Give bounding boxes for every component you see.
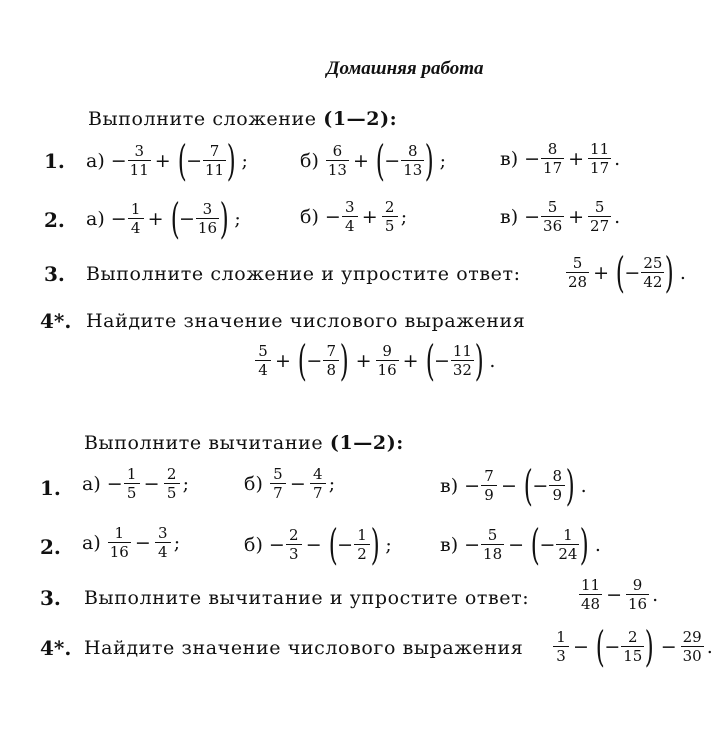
operator: +: [355, 349, 372, 372]
addition-heading-range: (1—2):: [323, 108, 398, 130]
numerator: 29: [682, 628, 702, 646]
numerator: 2: [384, 198, 395, 216]
sign: ( −: [186, 149, 202, 172]
addition-problem-3-text: Выполните сложение и упростите ответ:: [86, 263, 521, 285]
numerator: 5: [572, 254, 583, 272]
fraction: [549, 469, 565, 503]
denominator: 11: [205, 161, 225, 179]
denominator: 7: [270, 483, 286, 501]
sign: −: [110, 149, 127, 172]
numerator: 1: [114, 524, 125, 542]
fraction: [566, 256, 589, 290]
denominator: 8: [323, 360, 339, 378]
subtraction-problem-4-number: 4*.: [40, 636, 72, 660]
item-label: в): [500, 205, 519, 228]
punctuation: ;: [182, 472, 189, 495]
numerator: 4: [313, 465, 323, 483]
numerator: 7: [209, 142, 220, 160]
fraction: [641, 256, 664, 290]
numerator: 2: [289, 526, 299, 544]
parenthesized-fraction: [174, 140, 240, 182]
numerator: 1: [556, 628, 566, 646]
operator: −: [143, 472, 160, 495]
sign: −: [524, 147, 541, 170]
denominator: 13: [403, 161, 423, 179]
fraction: [451, 344, 474, 378]
denominator: 9: [549, 485, 565, 503]
subtraction-problem-1-number: 1.: [40, 476, 61, 500]
numerator: 8: [547, 140, 558, 158]
page-title: Домашняя работа: [326, 58, 484, 79]
parenthesized-fraction: [422, 340, 488, 382]
fraction: [681, 630, 704, 664]
operator: +: [402, 349, 419, 372]
denominator: 16: [109, 543, 129, 561]
item-label: б): [300, 149, 319, 172]
sign: ( −: [532, 474, 549, 497]
numerator: 3: [157, 524, 168, 542]
item-label: б): [244, 472, 263, 495]
subtraction-problem-2c: [440, 524, 601, 566]
numerator: 1: [126, 465, 137, 483]
item-label: б): [300, 205, 319, 228]
item-label: а): [82, 531, 101, 554]
addition-heading-text: Выполните сложение: [88, 108, 317, 130]
fraction: [354, 528, 370, 562]
punctuation: ;: [439, 149, 447, 172]
addition-problem-1-number: 1.: [44, 149, 65, 173]
denominator: 2: [354, 544, 370, 562]
fraction: [203, 144, 226, 178]
denominator: 24: [558, 545, 578, 563]
addition-heading: [88, 108, 397, 130]
subtraction-problem-4-expression: [552, 626, 713, 668]
addition-problem-2a: [86, 198, 241, 240]
punctuation: ;: [385, 533, 392, 556]
punctuation: ;: [173, 531, 181, 554]
item-label: в): [500, 147, 519, 170]
denominator: 4: [342, 216, 358, 234]
subtraction-problem-2-number: 2.: [40, 535, 61, 559]
sign: −: [324, 205, 341, 228]
addition-problem-2-number: 2.: [44, 208, 65, 232]
punctuation: .: [652, 583, 659, 606]
parenthesized-fraction: [294, 340, 353, 382]
denominator: 17: [590, 159, 610, 177]
denominator: 4: [128, 218, 144, 236]
fraction: [128, 144, 151, 178]
fraction: [108, 526, 131, 560]
punctuation: .: [706, 635, 713, 658]
punctuation: .: [614, 147, 621, 170]
fraction: [401, 144, 424, 178]
parenthesized-fraction: [592, 626, 658, 668]
fraction: [124, 467, 140, 501]
numerator: 1: [357, 526, 367, 544]
fraction: [481, 528, 504, 562]
fraction: [556, 528, 579, 562]
numerator: 2: [166, 465, 177, 483]
denominator: 30: [682, 647, 702, 665]
subtraction-problem-3-text: Выполните вычитание и упростите ответ:: [84, 587, 530, 609]
numerator: 11: [590, 140, 610, 158]
fraction: [323, 344, 339, 378]
denominator: 13: [327, 161, 347, 179]
punctuation: .: [489, 349, 496, 372]
punctuation: .: [580, 474, 587, 497]
sign: −: [464, 474, 481, 497]
denominator: 32: [452, 361, 472, 379]
numerator: 3: [134, 142, 144, 160]
denominator: 4: [155, 542, 171, 560]
operator: +: [593, 261, 610, 284]
fraction: [553, 630, 569, 664]
denominator: 36: [543, 217, 563, 235]
fraction: [376, 344, 399, 378]
denominator: 11: [129, 161, 149, 179]
addition-problem-4-number: 4*.: [40, 309, 72, 333]
subtraction-problem-2b: [244, 524, 392, 566]
numerator: 5: [487, 526, 498, 544]
fraction: [270, 467, 286, 501]
operator: +: [275, 349, 291, 372]
fraction: [541, 142, 564, 176]
addition-problem-1c: [500, 142, 620, 176]
fraction: [326, 144, 349, 178]
addition-problem-4-expression: [254, 340, 495, 382]
subtraction-problem-1a: [82, 467, 189, 501]
numerator: 25: [643, 254, 663, 272]
numerator: 1: [563, 526, 573, 544]
fraction: [255, 344, 271, 378]
operator: +: [568, 205, 585, 228]
sign: −: [106, 472, 123, 495]
numerator: 7: [484, 467, 494, 485]
numerator: 11: [581, 576, 601, 594]
subtraction-problem-3-number: 3.: [40, 586, 61, 610]
operator: −: [289, 472, 306, 495]
operator: −: [606, 583, 623, 606]
operator: +: [361, 205, 378, 228]
subtraction-problem-4-text: Найдите значение числового выражения: [84, 637, 524, 659]
operator: +: [147, 207, 164, 230]
fraction: [196, 202, 219, 236]
numerator: 9: [632, 576, 643, 594]
denominator: 3: [286, 544, 302, 562]
parenthesized-fraction: [372, 140, 438, 182]
sign: −: [464, 533, 481, 556]
fraction: [310, 467, 326, 501]
addition-problem-2b: [300, 200, 407, 234]
subtraction-problem-1c: [440, 465, 587, 507]
numerator: 7: [326, 342, 336, 360]
numerator: 8: [552, 467, 563, 485]
addition-problem-1a: [86, 140, 248, 182]
parenthesized-fraction: [325, 524, 384, 566]
addition-problem-3-number: 3.: [44, 262, 65, 286]
operator: −: [573, 635, 589, 658]
sign: ( −: [384, 149, 401, 172]
sign: −: [110, 207, 127, 230]
denominator: 4: [255, 360, 271, 378]
parenthesized-fraction: [520, 465, 579, 507]
punctuation: ;: [241, 149, 248, 172]
punctuation: .: [614, 205, 621, 228]
sign: ( −: [306, 349, 323, 372]
denominator: 9: [481, 485, 497, 503]
numerator: 3: [202, 200, 213, 218]
denominator: 7: [310, 483, 326, 501]
numerator: 8: [407, 142, 418, 160]
addition-problem-2c: [500, 200, 620, 234]
item-label: а): [86, 207, 105, 230]
numerator: 2: [628, 628, 638, 646]
numerator: 5: [273, 465, 283, 483]
numerator: 11: [452, 342, 472, 360]
addition-problem-1b: [300, 140, 446, 182]
sign: −: [524, 205, 541, 228]
denominator: 27: [590, 217, 610, 235]
denominator: 5: [124, 483, 140, 501]
parenthesized-fraction: [527, 524, 593, 566]
fraction: [128, 202, 144, 236]
parenthesized-fraction: [612, 252, 678, 294]
sign: ( −: [539, 533, 556, 556]
fraction: [588, 142, 611, 176]
addition-problem-3-expression: [565, 252, 686, 294]
fraction: [481, 469, 497, 503]
fraction: [621, 630, 644, 664]
operator: −: [134, 531, 151, 554]
subtraction-problem-1b: [244, 467, 335, 501]
fraction: [382, 200, 398, 234]
operator: −: [508, 533, 525, 556]
denominator: 17: [543, 159, 563, 177]
subtraction-problem-2a: [82, 526, 180, 560]
sign: −: [268, 533, 285, 556]
denominator: 16: [377, 361, 397, 379]
sign: ( −: [433, 349, 450, 372]
sign: ( −: [604, 635, 621, 658]
numerator: 5: [547, 198, 558, 216]
denominator: 3: [553, 646, 569, 664]
item-label: а): [82, 472, 101, 495]
subtraction-heading-text: Выполните вычитание: [84, 432, 324, 454]
item-label: а): [86, 149, 105, 172]
subtraction-heading: [84, 432, 404, 454]
denominator: 16: [628, 595, 648, 613]
punctuation: ;: [234, 207, 241, 230]
numerator: 9: [382, 342, 392, 360]
punctuation: .: [594, 533, 601, 556]
item-label: в): [440, 533, 459, 556]
denominator: 48: [581, 595, 601, 613]
operator: −: [305, 533, 322, 556]
fraction: [588, 200, 611, 234]
subtraction-problem-3-expression: [578, 578, 658, 612]
operator: −: [501, 474, 517, 497]
sign: ( −: [178, 207, 195, 230]
denominator: 28: [568, 273, 588, 291]
numerator: 5: [594, 198, 605, 216]
punctuation: ;: [400, 205, 408, 228]
sign: ( −: [624, 261, 641, 284]
operator: −: [660, 635, 677, 658]
denominator: 16: [197, 219, 217, 237]
denominator: 15: [623, 647, 643, 665]
item-label: б): [244, 533, 263, 556]
fraction: [286, 528, 302, 562]
item-label: в): [440, 474, 459, 497]
fraction: [541, 200, 564, 234]
denominator: 5: [164, 483, 180, 501]
denominator: 5: [382, 216, 398, 234]
addition-problem-4-text: Найдите значение числового выражения: [86, 310, 526, 332]
denominator: 42: [643, 273, 663, 291]
fraction: [164, 467, 180, 501]
sign: ( −: [337, 533, 354, 556]
numerator: 1: [130, 200, 141, 218]
operator: +: [154, 149, 171, 172]
numerator: 3: [345, 198, 355, 216]
punctuation: .: [679, 261, 686, 284]
parenthesized-fraction: [167, 198, 233, 240]
fraction: [342, 200, 358, 234]
operator: +: [568, 147, 585, 170]
subtraction-heading-range: (1—2):: [329, 432, 404, 454]
operator: +: [352, 149, 369, 172]
denominator: 18: [483, 545, 503, 563]
numerator: 6: [332, 142, 343, 160]
fraction: [579, 578, 602, 612]
fraction: [155, 526, 171, 560]
numerator: 5: [258, 342, 268, 360]
fraction: [626, 578, 649, 612]
punctuation: ;: [328, 472, 336, 495]
